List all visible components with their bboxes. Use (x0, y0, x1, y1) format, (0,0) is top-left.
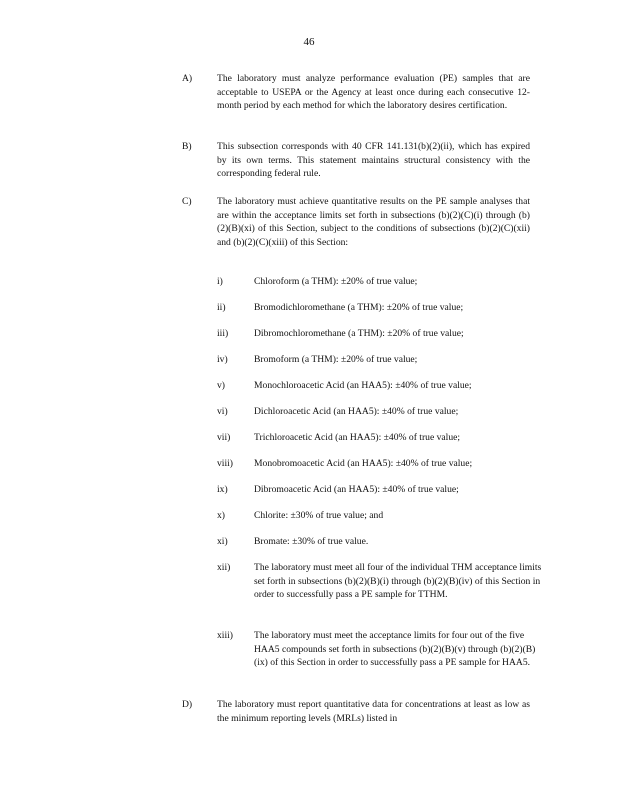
paragraph-label: B) (182, 141, 192, 152)
paragraph-text: This subsection corresponds with 40 CFR 141.131(b)(2)(ii), which has expired by its own terms. This statement maintains structural consistency with the corresponding federal rule. (217, 141, 530, 180)
subitem-label: ix) (217, 484, 228, 495)
subitem-text: Bromodichloromethane (a THM): ±20% of true value; (254, 302, 464, 313)
subitem-text: The laboratory must meet all four of the individual THM acceptance limits set forth in subsections (b)(2)(B)(i) through (b)(2)(B)(iv) of this Section in order to successfully pass a PE sample for TTHM. (254, 562, 542, 601)
subitem-label: vi) (217, 406, 228, 417)
subitem-label: ii) (217, 302, 226, 313)
subitem-text: Dibromoacetic Acid (an HAA5): ±40% of true value; (254, 484, 459, 495)
subitem-label: xi) (217, 536, 228, 547)
subitem-text: Trichloroacetic Acid (an HAA5): ±40% of true value; (254, 432, 461, 443)
subitem-text: Bromoform (a THM): ±20% of true value; (254, 354, 418, 365)
subitem-text: Dichloroacetic Acid (an HAA5): ±40% of true value; (254, 406, 459, 417)
subitem-label: x) (217, 510, 225, 521)
subitem-label: xii) (217, 562, 231, 573)
subitem-label: xiii) (217, 630, 233, 641)
subitem-label: iii) (217, 328, 229, 339)
subitem-text: Chlorite: ±30% of true value; and (254, 510, 384, 521)
subitem-text: Monochloroacetic Acid (an HAA5): ±40% of true value; (254, 380, 472, 391)
subitem-text: Bromate: ±30% of true value. (254, 536, 369, 547)
subitem-label: iv) (217, 354, 228, 365)
subitem-label: v) (217, 380, 225, 391)
subitem-text: Monobromoacetic Acid (an HAA5): ±40% of true value; (254, 458, 473, 469)
page-number: 46 (303, 36, 315, 48)
paragraph-text: The laboratory must report quantitative data for concentrations at least as low as the minimum reporting levels (MRLs) listed in (217, 699, 530, 724)
subitem-label: i) (217, 276, 223, 287)
subitem-text: The laboratory must meet the acceptance limits for four out of the five HAA5 compounds set forth in subsections (b)(2)(B)(v) through (b)(2)(B)(ix) of this Section in order to successfully pass a PE sample for HAA5. (254, 630, 536, 669)
paragraph-text: The laboratory must analyze performance evaluation (PE) samples that are acceptable to USEPA or the Agency at least once during each consecutive 12-month period by each method for which the laboratory desires certification. (217, 73, 530, 112)
subitem-label: viii) (217, 458, 233, 469)
subitem-text: Dibromochloromethane (a THM): ±20% of true value; (254, 328, 464, 339)
paragraph-label: A) (182, 73, 193, 84)
paragraph-label: D) (182, 699, 193, 710)
subitem-label: vii) (217, 432, 231, 443)
paragraph-text: The laboratory must achieve quantitative results on the PE sample analyses that are within the acceptance limits set forth in subsections (b)(2)(C)(i) through (b)(2)(B)(xi) of this Section, subject to the conditions of subsections (b)(2)(C)(xii) and (b)(2)(C)(xiii) of this Section: (217, 196, 530, 249)
paragraph-label: C) (182, 196, 192, 207)
subitem-text: Chloroform (a THM): ±20% of true value; (254, 276, 418, 287)
